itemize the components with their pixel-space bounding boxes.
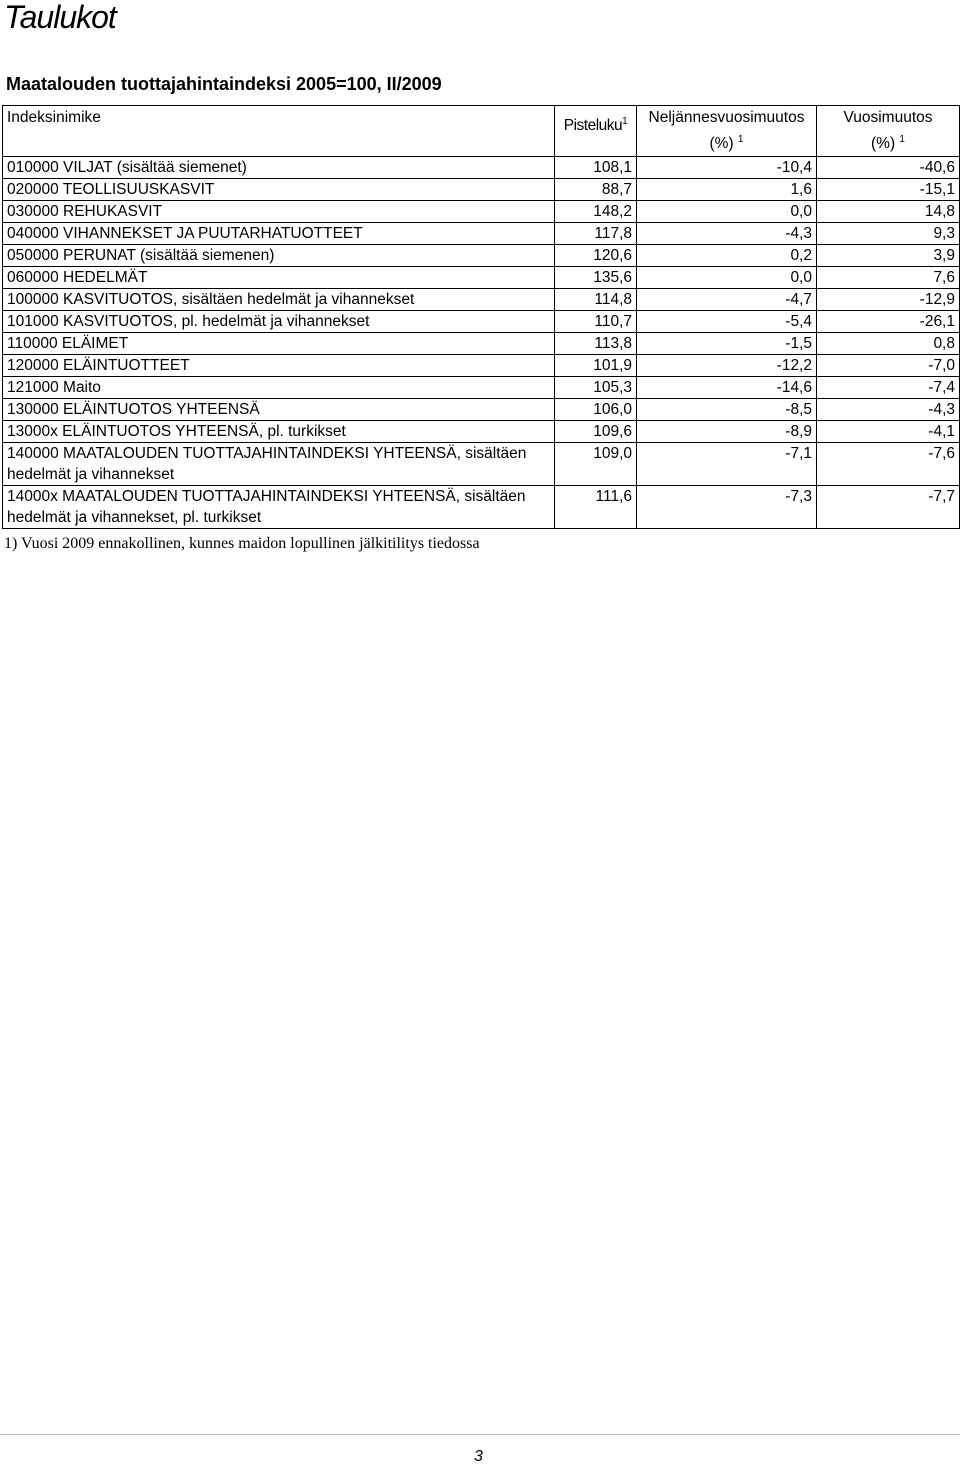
row-year-change: -7,7 <box>817 486 960 529</box>
row-name: 13000x ELÄINTUOTOS YHTEENSÄ, pl. turkikset <box>3 421 555 443</box>
column-header-name <box>3 106 555 157</box>
table-header-row <box>3 106 960 157</box>
row-pisteluku: 105,3 <box>555 377 637 399</box>
row-quarter-change: -5,4 <box>637 311 817 333</box>
table-row <box>3 157 960 179</box>
row-quarter-change: -14,6 <box>637 377 817 399</box>
table-row <box>3 399 960 421</box>
row-pisteluku: 111,6 <box>555 486 637 529</box>
column-header-quarter-label: Neljännesvuosimuutos <box>648 109 805 126</box>
row-name: 120000 ELÄINTUOTTEET <box>3 355 555 377</box>
column-header-year-label: Vuosimuutos <box>843 109 933 126</box>
row-year-change: -7,4 <box>817 377 960 399</box>
row-quarter-change: -1,5 <box>637 333 817 355</box>
table-row <box>3 421 960 443</box>
row-name: 030000 REHUKASVIT <box>3 201 555 223</box>
column-header-year-unit: (%) <box>871 135 896 152</box>
table-row <box>3 333 960 355</box>
row-pisteluku: 135,6 <box>555 267 637 289</box>
row-name: 121000 Maito <box>3 377 555 399</box>
price-index-table <box>2 105 960 529</box>
row-quarter-change: -8,9 <box>637 421 817 443</box>
footnote-marker: 1 <box>737 133 744 145</box>
table-row <box>3 201 960 223</box>
row-year-change: -26,1 <box>817 311 960 333</box>
table-row <box>3 311 960 333</box>
column-header-quarter-unit: (%) <box>709 135 734 152</box>
row-name: 14000x MAATALOUDEN TUOTTAJAHINTAINDEKSI YHTEENSÄ, sisältäen hedelmät ja vihannekset, pl. turkikset <box>3 486 555 529</box>
row-pisteluku: 109,0 <box>555 443 637 486</box>
row-year-change: 14,8 <box>817 201 960 223</box>
column-header-pisteluku <box>555 106 637 157</box>
row-year-change: -4,1 <box>817 421 960 443</box>
row-quarter-change: -4,3 <box>637 223 817 245</box>
table-row <box>3 223 960 245</box>
row-name: 140000 MAATALOUDEN TUOTTAJAHINTAINDEKSI YHTEENSÄ, sisältäen hedelmät ja vihannekset <box>3 443 555 486</box>
row-year-change: -4,3 <box>817 399 960 421</box>
row-year-change: 9,3 <box>817 223 960 245</box>
row-pisteluku: 113,8 <box>555 333 637 355</box>
row-name: 101000 KASVITUOTOS, pl. hedelmät ja vihannekset <box>3 311 555 333</box>
row-quarter-change: 0,0 <box>637 201 817 223</box>
column-header-name-label: Indeksinimike <box>7 109 101 126</box>
row-pisteluku: 88,7 <box>555 179 637 201</box>
row-quarter-change: -10,4 <box>637 157 817 179</box>
table-row <box>3 289 960 311</box>
row-pisteluku: 101,9 <box>555 355 637 377</box>
row-pisteluku: 120,6 <box>555 245 637 267</box>
table-row <box>3 355 960 377</box>
page-number: 3 <box>474 1448 483 1465</box>
row-quarter-change: 0,0 <box>637 267 817 289</box>
table-title: Maatalouden tuottajahintaindeksi 2005=100, II/2009 <box>6 74 442 94</box>
column-header-pisteluku-label: Pisteluku <box>563 117 623 134</box>
row-year-change: -12,9 <box>817 289 960 311</box>
table-row <box>3 267 960 289</box>
row-name: 130000 ELÄINTUOTOS YHTEENSÄ <box>3 399 555 421</box>
row-name: 040000 VIHANNEKSET JA PUUTARHATUOTTEET <box>3 223 555 245</box>
row-year-change: 7,6 <box>817 267 960 289</box>
row-pisteluku: 117,8 <box>555 223 637 245</box>
row-pisteluku: 106,0 <box>555 399 637 421</box>
row-pisteluku: 114,8 <box>555 289 637 311</box>
row-year-change: 3,9 <box>817 245 960 267</box>
row-year-change: -7,0 <box>817 355 960 377</box>
row-name: 060000 HEDELMÄT <box>3 267 555 289</box>
table-row <box>3 486 960 529</box>
footer-divider <box>0 1434 960 1435</box>
row-name: 020000 TEOLLISUUSKASVIT <box>3 179 555 201</box>
row-name: 100000 KASVITUOTOS, sisältäen hedelmät ja vihannekset <box>3 289 555 311</box>
column-header-quarter-change <box>637 106 817 157</box>
row-year-change: 0,8 <box>817 333 960 355</box>
row-pisteluku: 109,6 <box>555 421 637 443</box>
row-quarter-change: 0,2 <box>637 245 817 267</box>
row-year-change: -40,6 <box>817 157 960 179</box>
column-header-year-change <box>817 106 960 157</box>
table-row <box>3 245 960 267</box>
footnote: 1) Vuosi 2009 ennakollinen, kunnes maidon lopullinen jälkitilitys tiedossa <box>4 535 480 552</box>
row-quarter-change: -12,2 <box>637 355 817 377</box>
row-quarter-change: -8,5 <box>637 399 817 421</box>
row-quarter-change: -7,3 <box>637 486 817 529</box>
row-pisteluku: 148,2 <box>555 201 637 223</box>
table-row <box>3 443 960 486</box>
row-quarter-change: 1,6 <box>637 179 817 201</box>
row-name: 050000 PERUNAT (sisältää siemenen) <box>3 245 555 267</box>
row-year-change: -7,6 <box>817 443 960 486</box>
table-row <box>3 377 960 399</box>
row-pisteluku: 108,1 <box>555 157 637 179</box>
row-quarter-change: -7,1 <box>637 443 817 486</box>
row-quarter-change: -4,7 <box>637 289 817 311</box>
row-pisteluku: 110,7 <box>555 311 637 333</box>
row-name: 010000 VILJAT (sisältää siemenet) <box>3 157 555 179</box>
page-heading: Taulukot <box>4 0 116 35</box>
row-name: 110000 ELÄIMET <box>3 333 555 355</box>
footnote-marker: 1 <box>622 115 628 127</box>
footnote-marker: 1 <box>899 133 905 145</box>
row-year-change: -15,1 <box>817 179 960 201</box>
table-row <box>3 179 960 201</box>
